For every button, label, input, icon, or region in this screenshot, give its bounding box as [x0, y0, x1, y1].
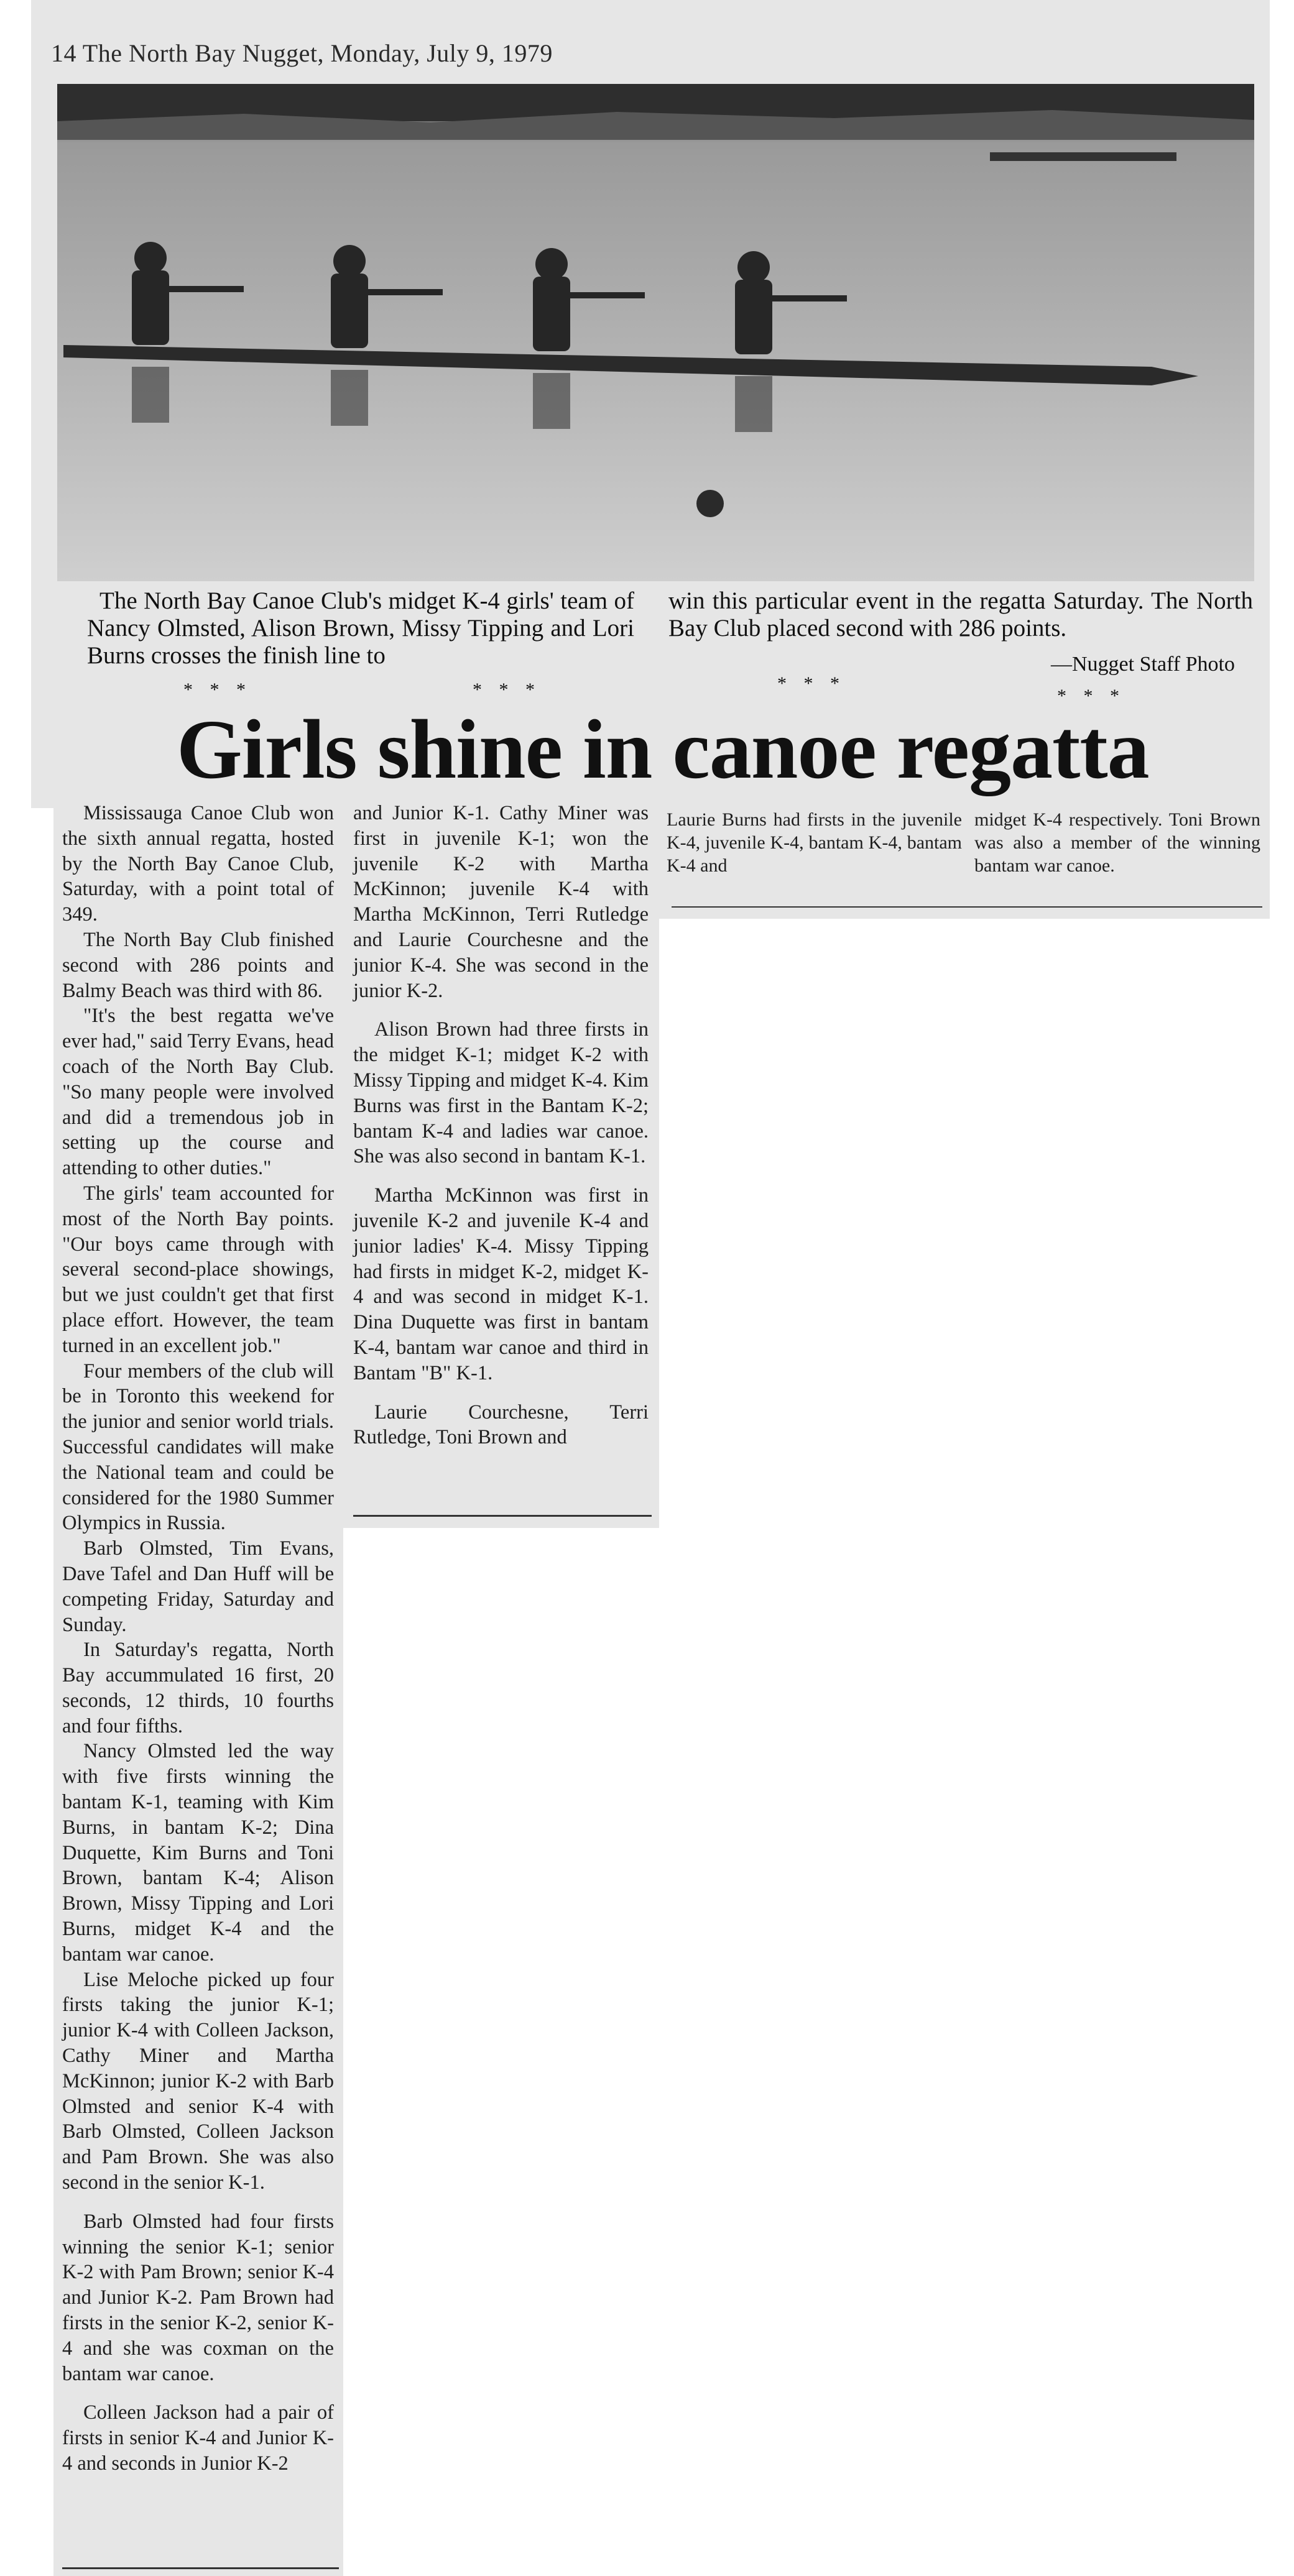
article-column-1 — [62, 801, 334, 2477]
paragraph: Nancy Olmsted led the way with five firsts winning the bantam K-1, teaming with Kim Burns, in bantam K-2; Dina Duquette, Kim Burns and Toni Brown, bantam K-4; Alison Brown, Missy Tipping and Lori Burns, midget K-4 and the bantam war canoe. — [62, 1740, 334, 1966]
paragraph: Barb Olmsted had four firsts winning the senior K-1; senior K-2 with Pam Brown; senior K-4 and Junior K-2. Pam Brown had firsts in the senior K-2, senior K-4 and she was coxman on the bantam war canoe. — [62, 2210, 334, 2385]
column-1-end-rule — [62, 2567, 339, 2569]
headline: Girls shine in canoe regatta — [177, 703, 1149, 796]
separator-stars-4: * * * — [1057, 686, 1125, 706]
paragraph: In Saturday's regatta, North Bay accummulated 16 first, 20 seconds, 12 thirds, 10 fourths and four fifths. — [62, 1639, 334, 1737]
paragraph: Four members of the club will be in Toronto this weekend for the junior and senior world trials. Successful candidates will make the National team and could be considered for the 1980 Summer Olympics in Russia. — [62, 1359, 334, 1535]
paragraph: Barb Olmsted, Tim Evans, Dave Tafel and Dan Huff will be competing Friday, Saturday and Sunday. — [62, 1537, 334, 1636]
paragraph: Colleen Jackson had a pair of firsts in senior K-4 and Junior K-4 and seconds in Junior K-2 — [62, 2401, 334, 2475]
photo-caption-left: The North Bay Canoe Club's midget K-4 girls' team of Nancy Olmsted, Alison Brown, Missy Tipping and Lori Burns crosses the finish line to — [87, 587, 634, 669]
paragraph: midget K-4 respectively. Toni Brown was also a member of the winning bantam war canoe. — [974, 809, 1260, 876]
separator-stars-3: * * * — [777, 673, 846, 694]
article-column-2 — [353, 801, 649, 1450]
article-column-3 — [667, 808, 962, 877]
paragraph: and Junior K-1. Cathy Miner was first in juvenile K-1; won the juvenile K-2 with Martha McKinnon; juvenile K-4 with Martha McKinnon, Terri Rutledge and Laurie Courchesne and the junior K-4. She was second in the junior K-2. — [353, 802, 649, 1002]
article-column-4 — [974, 808, 1260, 877]
separator-stars-1: * * * — [183, 679, 252, 700]
column-3-4-end-rule — [672, 906, 1262, 908]
column-2-end-rule — [353, 1515, 652, 1517]
page-header: 14 The North Bay Nugget, Monday, July 9, 1979 — [51, 39, 553, 67]
separator-stars-2: * * * — [473, 679, 541, 700]
paragraph: Laurie Burns had firsts in the juvenile K-4, juvenile K-4, bantam K-4, bantam K-4 and — [667, 809, 962, 876]
paragraph: Laurie Courchesne, Terri Rutledge, Toni Brown and — [353, 1401, 649, 1449]
paragraph: Mississauga Canoe Club won the sixth annual regatta, hosted by the North Bay Canoe Club, Saturday, with a point total of 349. — [62, 802, 334, 926]
paragraph: The North Bay Club finished second with 286 points and Balmy Beach was third with 86. — [62, 928, 334, 1002]
paragraph: Martha McKinnon was first in juvenile K-2 and juvenile K-4 and junior ladies' K-4. Missy Tipping had firsts in midget K-2, midget K-4 and was second in midget K-1. Dina Duquette was first in bantam K-4, bantam war canoe and third in Bantam "B" K-1. — [353, 1184, 649, 1384]
paragraph: Alison Brown had three firsts in the midget K-1; midget K-2 with Missy Tipping and midget K-4. Kim Burns was first in the Bantam K-2; bantam K-4 and ladies war canoe. She was also second in bantam K-1. — [353, 1018, 649, 1168]
paragraph: Lise Meloche picked up four firsts taking the junior K-1; junior K-4 with Colleen Jackson, Cathy Miner and Martha McKinnon; junior K-2 with Barb Olmsted and senior K-4 with Barb Olmsted, Colleen Jackson and Pam Brown. She was also second in the senior K-1. — [62, 1968, 334, 2194]
paragraph: The girls' team accounted for most of the North Bay points. "Our boys came through with several second-place showings, but we just couldn't get that first place effort. However, the team turned in an excellent job." — [62, 1182, 334, 1357]
canoe-photo — [57, 84, 1254, 581]
paragraph: "It's the best regatta we've ever had," said Terry Evans, head coach of the North Bay Club. "So many people were involved and did a tremendous job in setting up the course and attending to other duties." — [62, 1005, 334, 1180]
photo-caption-right: win this particular event in the regatta Saturday. The North Bay Club placed second with 286 points. — [668, 587, 1253, 642]
photo-credit: —Nugget Staff Photo — [1051, 653, 1235, 676]
